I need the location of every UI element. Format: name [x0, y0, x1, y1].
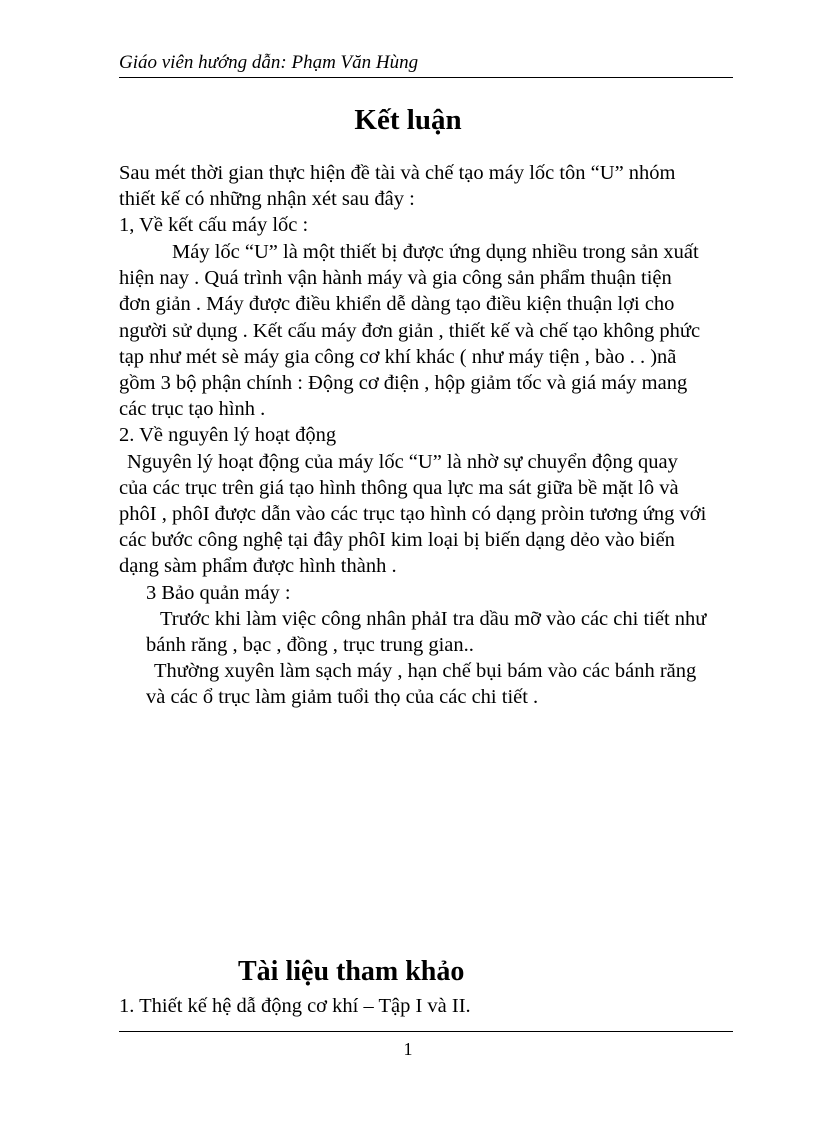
paragraph-line: gồm 3 bộ phận chính : Động cơ điện , hộp giảm tốc và giá máy mang	[119, 372, 688, 394]
paragraph-line: Máy lốc “U” là một thiết bị được ứng dụng nhiều trong sản xuất	[172, 241, 699, 263]
paragraph-line: người sử dụng . Kết cấu máy đơn giản , thiết kế và chế tạo không phức	[119, 320, 701, 342]
instructor-header: Giáo viên hướng dẫn: Phạm Văn Hùng	[119, 52, 419, 73]
paragraph-line: phôI , phôI được dẫn vào các trục tạo hình có dạng pròin tương ứng với	[119, 503, 707, 525]
section-heading-structure: 1, Về kết cấu máy lốc :	[119, 214, 309, 236]
reference-item: 1. Thiết kế hệ dẫ động cơ khí – Tập I và II.	[119, 995, 471, 1017]
paragraph-line: tạp như mét sè máy gia công cơ khí khác ( như máy tiện , bào . . )nã	[119, 346, 677, 368]
page-number: 1	[403, 1039, 413, 1059]
section-heading-maintenance: 3 Bảo quản máy :	[146, 582, 291, 604]
paragraph-line: Trước khi làm việc công nhân phảI tra dầu mỡ vào các chi tiết như	[160, 608, 707, 630]
paragraph-line: của các trục trên giá tạo hình thông qua lực ma sát giữa bề mặt lô và	[119, 477, 679, 499]
paragraph-line: đơn giản . Máy được điều khiển dễ dàng tạo điều kiện thuận lợi cho	[119, 293, 675, 315]
paragraph-line: và các ổ trục làm giảm tuổi thọ của các chi tiết .	[146, 686, 539, 708]
paragraph-line: bánh răng , bạc , đồng , trục trung gian..	[146, 634, 474, 656]
paragraph-line: dạng sàm phẩm được hình thành .	[119, 555, 397, 577]
page-title: Kết luận	[354, 104, 462, 136]
references-title: Tài liệu tham khảo	[238, 956, 465, 987]
header-divider	[119, 77, 733, 78]
intro-line: thiết kế có những nhận xét sau đây :	[119, 188, 415, 210]
paragraph-line: hiện nay . Quá trình vận hành máy và gia công sản phẩm thuận tiện	[119, 267, 672, 289]
paragraph-line: các trục tạo hình .	[119, 398, 266, 420]
paragraph-line: Nguyên lý hoạt động của máy lốc “U” là nhờ sự chuyển động quay	[127, 451, 678, 473]
intro-line: Sau mét thời gian thực hiện đề tài và chế tạo máy lốc tôn “U” nhóm	[119, 162, 676, 184]
footer-divider	[119, 1031, 733, 1032]
section-heading-principle: 2. Về nguyên lý hoạt động	[119, 424, 337, 446]
paragraph-line: các bước công nghệ tại đây phôI kim loại bị biến dạng dẻo vào biến	[119, 529, 675, 551]
paragraph-line: Thường xuyên làm sạch máy , hạn chế bụi bám vào các bánh răng	[154, 660, 697, 682]
